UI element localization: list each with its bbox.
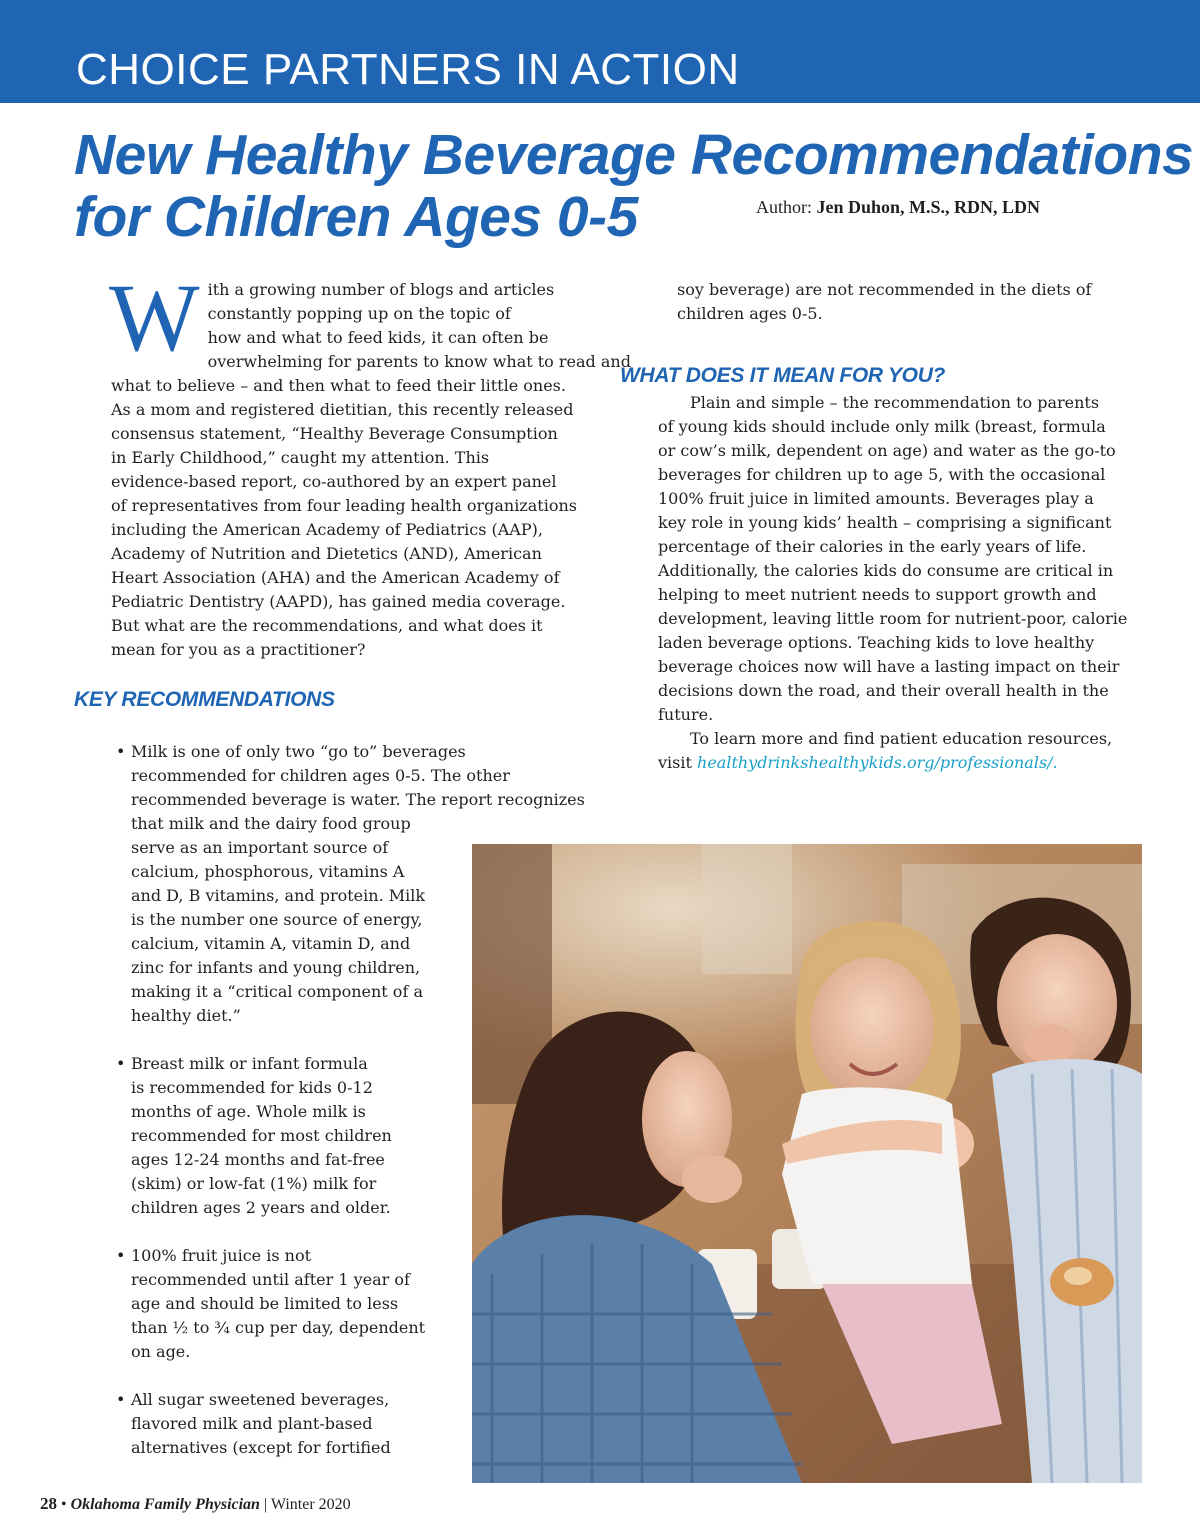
meaning-line: of young kids should include only milk (breast, formula <box>658 417 1106 436</box>
intro-line: Academy of Nutrition and Dietetics (AND), American <box>111 544 542 563</box>
intro-line: Pediatric Dentistry (AAPD), has gained media coverage. <box>111 592 566 611</box>
meaning-line: beverage choices now will have a lasting impact on their <box>658 657 1120 676</box>
bullet-line: Milk is one of only two “go to” beverages <box>131 742 466 761</box>
bullet-line: Breast milk or infant formula <box>131 1054 368 1073</box>
meaning-paragraph <box>658 391 1128 775</box>
drop-cap: W <box>109 264 200 371</box>
intro-line: including the American Academy of Pediatrics (AAP), <box>111 520 543 539</box>
intro-line: how and what to feed kids, it can often be <box>207 328 549 347</box>
meaning-line: beverages for children up to age 5, with the occasional <box>658 465 1106 484</box>
bullet-line: flavored milk and plant-based <box>131 1414 373 1433</box>
issue-date: Winter 2020 <box>270 1496 351 1513</box>
visit-line <box>658 751 1128 775</box>
family-photo <box>472 844 1142 1483</box>
bullet-line: 100% fruit juice is not <box>131 1246 312 1265</box>
meaning-line: laden beverage options. Teaching kids to love healthy <box>658 633 1095 652</box>
bullet-dot: • <box>116 1246 126 1265</box>
bullet-line: recommended for most children <box>131 1126 392 1145</box>
article-title-line-1: New Healthy Beverage Recommendations <box>74 123 1194 187</box>
meaning-line: Additionally, the calories kids do consume are critical in <box>658 561 1114 580</box>
bullet-line: recommended for children ages 0-5. The other <box>131 766 510 785</box>
intro-line: Heart Association (AHA) and the American Academy of <box>111 568 560 587</box>
bullet-line: (skim) or low-fat (1%) milk for <box>131 1174 377 1193</box>
continued-line: children ages 0-5. <box>677 304 823 323</box>
bullet-line: calcium, vitamin A, vitamin D, and <box>131 934 411 953</box>
page-footer <box>40 1494 351 1514</box>
continued-paragraph <box>677 278 1137 326</box>
intro-line: constantly popping up on the topic of <box>207 304 511 323</box>
author-byline <box>756 197 1040 218</box>
intro-line: But what are the recommendations, and what does it <box>111 616 543 635</box>
intro-line: As a mom and registered dietitian, this recently released <box>111 400 574 419</box>
bullet-line: All sugar sweetened beverages, <box>131 1390 390 1409</box>
footer-separator: | <box>263 1496 268 1513</box>
visit-label: visit <box>658 753 692 772</box>
meaning-line: development, leaving little room for nutrient-poor, calorie <box>658 609 1128 628</box>
bullet-line: is the number one source of energy, <box>131 910 423 929</box>
meaning-line: 100% fruit juice in limited amounts. Beverages play a <box>658 489 1094 508</box>
bullet-line: recommended beverage is water. The report recognizes <box>131 790 585 809</box>
continued-line: soy beverage) are not recommended in the diets of <box>677 280 1092 299</box>
bullet-dot: • <box>116 1054 126 1073</box>
meaning-line: helping to meet nutrient needs to support growth and <box>658 585 1097 604</box>
bullet-dot: • <box>116 742 126 761</box>
bullet-line: healthy diet.” <box>131 1006 241 1025</box>
bullet-line: ages 12-24 months and fat-free <box>131 1150 385 1169</box>
resource-link[interactable]: healthydrinkshealthykids.org/professionals/. <box>697 753 1058 772</box>
intro-line: ith a growing number of blogs and articles <box>207 280 555 299</box>
bullet-line: age and should be limited to less <box>131 1294 399 1313</box>
intro-line: of representatives from four leading health organizations <box>111 496 577 515</box>
bullet-line: children ages 2 years and older. <box>131 1198 391 1217</box>
article-title <box>74 123 1194 249</box>
intro-line: mean for you as a practitioner? <box>111 640 366 659</box>
intro-line: consensus statement, “Healthy Beverage Consumption <box>111 424 558 443</box>
meaning-line: key role in young kids’ health – comprising a significant <box>658 513 1112 532</box>
bullet-line: making it a “critical component of a <box>131 982 423 1001</box>
author-label: Author: <box>756 197 812 217</box>
intro-line: what to believe – and then what to feed their little ones. <box>111 376 566 395</box>
bullet-line: calcium, phosphorous, vitamins A <box>131 862 405 881</box>
article-title-line-2: for Children Ages 0-5 <box>74 185 638 249</box>
meaning-line: decisions down the road, and their overall health in the <box>658 681 1109 700</box>
magazine-name: Oklahoma Family Physician <box>70 1496 260 1513</box>
bullet-line: that milk and the dairy food group <box>131 814 411 833</box>
intro-paragraph <box>109 264 631 662</box>
section-title: CHOICE PARTNERS IN ACTION <box>76 45 740 94</box>
bullet-line: and D, B vitamins, and protein. Milk <box>131 886 426 905</box>
meaning-line: or cow’s milk, dependent on age) and water as the go-to <box>658 441 1116 460</box>
bullet-dot: • <box>116 1390 126 1409</box>
footer-bullet: • <box>61 1496 67 1513</box>
meaning-line: future. <box>658 705 714 724</box>
bullet-line: is recommended for kids 0-12 <box>131 1078 373 1097</box>
bullet-line: recommended until after 1 year of <box>131 1270 410 1289</box>
meaning-line: percentage of their calories in the early years of life. <box>658 537 1087 556</box>
bullet-line: zinc for infants and young children, <box>131 958 421 977</box>
bullet-line: on age. <box>131 1342 191 1361</box>
key-recommendations-heading: KEY RECOMMENDATIONS <box>74 688 335 711</box>
section-banner <box>0 0 1200 103</box>
author-name: Jen Duhon, M.S., RDN, LDN <box>816 197 1041 217</box>
bullet-line: alternatives (except for fortified <box>131 1438 391 1457</box>
meaning-line: Plain and simple – the recommendation to parents <box>690 393 1100 412</box>
bullet-line: serve as an important source of <box>131 838 389 857</box>
intro-line: evidence-based report, co-authored by an expert panel <box>111 472 557 491</box>
page-number: 28 <box>40 1494 57 1513</box>
meaning-line: To learn more and find patient education resources, <box>690 729 1113 748</box>
intro-line: overwhelming for parents to know what to read and <box>207 352 631 371</box>
bullet-line: months of age. Whole milk is <box>131 1102 366 1121</box>
intro-line: in Early Childhood,” caught my attention. This <box>111 448 490 467</box>
bullet-line: than ½ to ¾ cup per day, dependent <box>131 1318 426 1337</box>
what-it-means-heading: WHAT DOES IT MEAN FOR YOU? <box>620 364 946 387</box>
